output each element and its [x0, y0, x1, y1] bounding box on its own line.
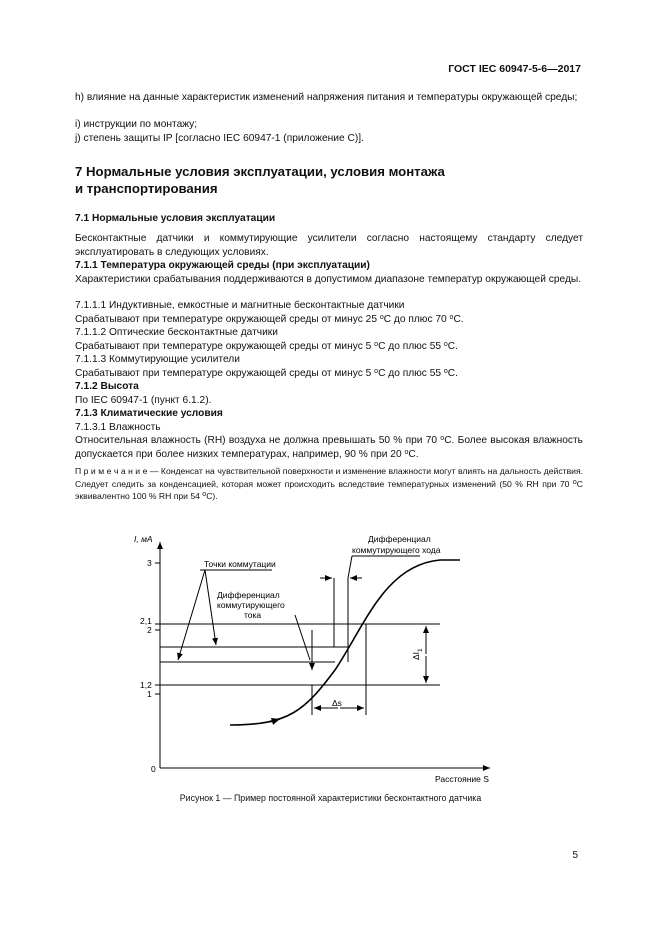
section-7-1-1-3-title: 7.1.1.3 Коммутирующие усилители — [75, 354, 240, 365]
tick-label-1: 1 — [147, 689, 152, 699]
section-7-1-2-text: По IEC 60947-1 (пункт 6.1.2). — [75, 395, 212, 406]
list-item-j: j) степень защиты IP [согласно IEC 60947-1 (приложение С)]. — [75, 133, 364, 144]
list-item-h: h) влияние на данные характеристик изменений напряжения питания и температуры окружающей среды; — [75, 92, 578, 103]
list-item-i: i) инструкции по монтажу; — [75, 119, 198, 130]
section-7-1-1-1-title: 7.1.1.1 Индуктивные, емкостные и магнитные бесконтактные датчики — [75, 300, 405, 311]
section-7-title-line2: и транспортирования — [75, 181, 218, 196]
sensor-characteristic-diagram — [130, 520, 510, 795]
tick-label-2-1: 2,1 — [140, 616, 152, 626]
diff-current-label-2: коммутирующего — [217, 600, 285, 610]
x-axis-label: Расстояние S — [435, 774, 489, 784]
section-7-title-line1: 7 Нормальные условия эксплуатации, условия монтажа — [75, 164, 445, 179]
section-7-1-1-2-text: Срабатывают при температуре окружающей среды от минус 5 $^о$С до плюс 55 $^о$С. — [75, 341, 458, 352]
tick-label-2: 2 — [147, 625, 152, 635]
figure-caption: Рисунок 1 — Пример постоянной характеристики бесконтактного датчика — [179, 793, 482, 803]
section-7-1-3-title: 7.1.3 Климатические условия — [75, 408, 223, 419]
origin-label: 0 — [151, 764, 156, 774]
note: П р и м е ч а н и е — Конденсат на чувствительной поверхности и изменение влажности могут влиять на дальность действия. Следует следить за конденсацией, которая может происходить вследствие температурных изменений (50 % RH при 70 $^о$С эквивалентно 100 % RH при 54 $^о$С). — [75, 466, 584, 501]
switch-points-label: Точки коммутации — [204, 559, 276, 569]
diff-current-leader — [295, 615, 310, 660]
section-7-1-1-2-title: 7.1.1.2 Оптические бесконтактные датчики — [75, 327, 278, 338]
diff-current-label-1: Дифференциал — [217, 590, 280, 600]
diff-travel-label-1: Дифференциал — [368, 534, 431, 544]
delta-s-label: Δs — [332, 698, 342, 708]
diff-travel-leader — [348, 556, 352, 578]
section-7-1-1-1-text: Срабатывают при температуре окружающей среды от минус 25 $^о$С до плюс 70 $^о$С. — [75, 314, 464, 325]
section-7-1-2-title: 7.1.2 Высота — [75, 381, 139, 392]
switch-point-arrow-2 — [205, 570, 216, 645]
diff-travel-label-2: коммутирующего хода — [352, 545, 441, 555]
document-header: ГОСТ IEC 60947-5-6—2017 — [448, 63, 581, 75]
delta-i-label: $\Delta I_1$ — [411, 648, 424, 660]
section-7-1-1-text: Характеристики срабатывания поддерживаются в допустимом диапазоне температур окружающей среды. — [75, 274, 582, 285]
page-number: 5 — [572, 850, 578, 861]
diff-current-label-3: тока — [244, 610, 262, 620]
tick-label-1-2: 1,2 — [140, 680, 152, 690]
section-7-1-text: Бесконтактные датчики и коммутирующие усилители согласно настоящему стандарту следует эксплуатировать в следующих условиях. — [75, 233, 583, 258]
section-7-1-1-title: 7.1.1 Температура окружающей среды (при эксплуатации) — [75, 260, 370, 271]
note-label: П р и м е ч а н и е — [75, 466, 148, 476]
section-7-heading — [75, 163, 583, 197]
tick-label-3: 3 — [147, 558, 152, 568]
section-7-1-1-3-text: Срабатывают при температуре окружающей среды от минус 5 $^о$С до плюс 55 $^о$С. — [75, 368, 458, 379]
section-7-1-3-1-text: Относительная влажность (RH) воздуха не должна превышать 50 % при 70 $^о$С. Более высокая влажность допускается при более низких температурах, например, 90 % при 20 $^о$С. — [75, 435, 583, 460]
figure-1 — [130, 520, 510, 795]
y-axis-label: I, мА — [134, 534, 153, 544]
section-7-1-3-1-title: 7.1.3.1 Влажность — [75, 422, 161, 433]
section-7-1-title: 7.1 Нормальные условия эксплуатации — [75, 213, 276, 224]
